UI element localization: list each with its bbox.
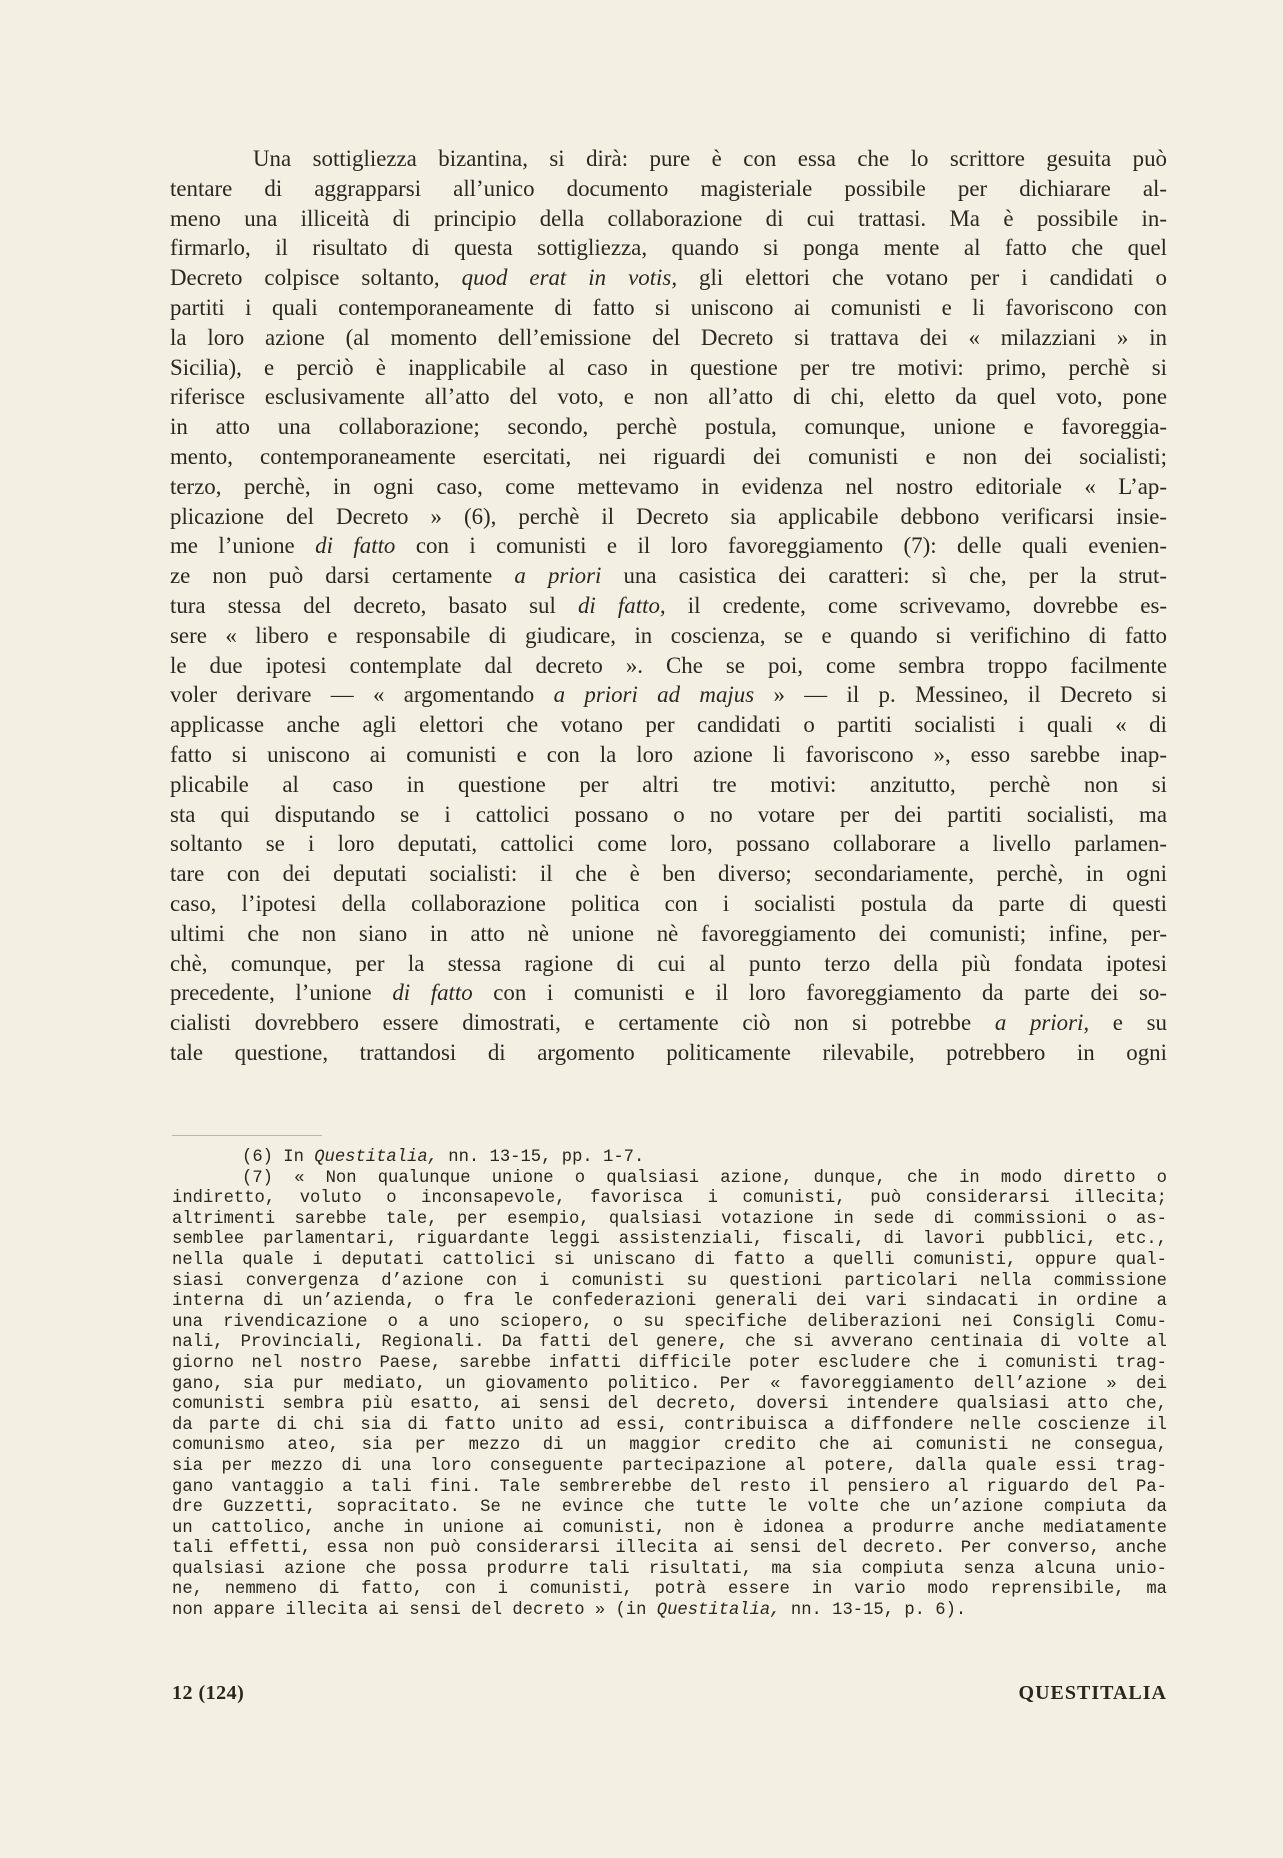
text-line: la loro azione (al momento dell’emissione del Decreto si trattava dei « milazziani » in <box>170 324 1167 350</box>
text-line: fatto si uniscono ai comunisti e con la loro azione li favoriscono », esso sarebbe inap- <box>170 741 1167 767</box>
page-footer <box>172 1682 1167 1712</box>
footnote-7: (7) « Non qualunque unione o qualsiasi azione, dunque, che in modo diretto o <box>242 1168 1167 1188</box>
footnote-line: gano vantaggio a tali fini. Tale sembrerebbe del resto il pensiero al riguardo del Pa- <box>172 1477 1167 1497</box>
footnote-line: siasi convergenza d’azione con i comunisti su questioni particolari nella commissione <box>172 1271 1167 1291</box>
text-line: in atto una collaborazione; secondo, perchè postula, comunque, unione e favoreggia- <box>170 414 1167 440</box>
text-line: ultimi che non siano in atto nè unione nè favoreggiamento dei comunisti; infine, per- <box>170 920 1167 946</box>
text-line: caso, l’ipotesi della collaborazione politica con i socialisti postula da parte di questi <box>170 890 1167 916</box>
footnote-line: nella quale i deputati cattolici si uniscano di fatto a quelli comunisti, oppure qual- <box>172 1250 1167 1270</box>
footnotes <box>172 1148 1167 1622</box>
footnote-rule <box>172 1135 322 1136</box>
text-line: plicazione del Decreto » (6), perchè il Decreto sia applicabile debbono verificarsi insie- <box>170 503 1167 529</box>
text-line: Sicilia), e perciò è inapplicabile al caso in questione per tre motivi: primo, perchè si <box>170 354 1167 380</box>
text-line: riferisce esclusivamente all’atto del voto, e non all’atto di chi, eletto da quel voto, pone <box>170 384 1167 410</box>
text-line: partiti i quali contemporaneamente di fatto si uniscono ai comunisti e li favoriscono con <box>170 294 1167 320</box>
text-line: tale questione, trattandosi di argomento politicamente rilevabile, potrebbero in ogni <box>170 1039 1167 1065</box>
footnote-line: gano, sia pur mediato, un giovamento politico. Per « favoreggiamento dell’azione » dei <box>172 1374 1167 1394</box>
text-line: me l’unione di fatto con i comunisti e il loro favoreggiamento (7): delle quali evenien- <box>170 533 1167 559</box>
text-line: terzo, perchè, in ogni caso, come mettevamo in evidenza nel nostro editoriale « L’ap- <box>170 473 1167 499</box>
text-line: sere « libero e responsabile di giudicare, in coscienza, se e quando si verifichino di fatto <box>170 622 1167 648</box>
footnote-line: giorno nel nostro Paese, sarebbe infatti difficile poter escludere che i comunisti trag- <box>172 1353 1167 1373</box>
text-line: cialisti dovrebbero essere dimostrati, e certamente ciò non si potrebbe a priori, e su <box>170 1010 1167 1036</box>
footnote-line: indiretto, voluto o inconsapevole, favorisca i comunisti, può considerarsi illecita; <box>172 1189 1167 1209</box>
footnote-line: qualsiasi azione che possa produrre tali risultati, ma sia compiuta senza alcuna unio- <box>172 1559 1167 1579</box>
footnote-6: (6) In Questitalia, nn. 13-15, pp. 1-7. <box>242 1148 645 1167</box>
text-line: firmarlo, il risultato di questa sottigliezza, quando si ponga mente al fatto che quel <box>170 235 1167 261</box>
text-line: plicabile al caso in questione per altri tre motivi: anzitutto, perchè non si <box>170 771 1167 797</box>
text-line: chè, comunque, per la stessa ragione di cui al punto terzo della più fondata ipotesi <box>170 950 1167 976</box>
footnote-line: un cattolico, anche in unione ai comunisti, non è idonea a produrre anche mediatamente <box>172 1518 1167 1538</box>
text-line: meno una illiceità di principio della collaborazione di cui trattasi. Ma è possibile in- <box>170 205 1167 231</box>
footnote-line: nali, Provinciali, Regionali. Da fatti del genere, che si avverano centinaia di volte al <box>172 1333 1167 1353</box>
text-line: voler derivare — « argomentando a priori ad majus » — il p. Messineo, il Decreto si <box>170 682 1167 708</box>
footnote-line: non appare illecita ai sensi del decreto » (in Questitalia, nn. 13-15, p. 6). <box>172 1601 967 1621</box>
footnote-line: comunisti sembra più esatto, ai sensi del decreto, doversi intendere qualsiasi atto che, <box>172 1395 1167 1415</box>
footnote-line: semblee parlamentari, riguardante leggi assistenziali, fiscali, di lavori pubblici, etc., <box>172 1230 1167 1250</box>
text-line: sta qui disputando se i cattolici possano o no votare per dei partiti socialisti, ma <box>170 801 1167 827</box>
footnote-line: una rivendicazione o a uno sciopero, o su specifiche deliberazioni nei Consigli Comu- <box>172 1312 1167 1332</box>
footnote-line: comunismo ateo, sia per mezzo di un maggior credito che ai comunisti ne consegua, <box>172 1436 1167 1456</box>
footnote-line: sia per mezzo di una loro conseguente partecipazione al potere, dalla quale essi trag- <box>172 1456 1167 1476</box>
footnote-line: dre Guzzetti, sopracitato. Se ne evince che tutte le volte che un’azione compiuta da <box>172 1498 1167 1518</box>
footnote-line: da parte di chi sia di fatto unito ad essi, contribuisca a diffondere nelle coscienze il <box>172 1415 1167 1435</box>
text-line: le due ipotesi contemplate dal decreto ». Che se poi, come sembra troppo facilmente <box>170 652 1167 678</box>
text-line: tura stessa del decreto, basato sul di fatto, il credente, come scrivevamo, dovrebbe es- <box>170 592 1167 618</box>
text-line: tentare di aggrapparsi all’unico documento magisteriale possibile per dichiarare al- <box>170 175 1167 201</box>
text-line: mento, contemporaneamente esercitati, nei riguardi dei comunisti e non dei socialisti; <box>170 443 1167 469</box>
journal-title: QUESTITALIA <box>1018 1682 1167 1704</box>
body-text <box>170 144 1167 1068</box>
text-line: ze non può darsi certamente a priori una casistica dei caratteri: sì che, per la strut- <box>170 563 1167 589</box>
page-number: 12 (124) <box>172 1682 245 1704</box>
text-line: soltanto se i loro deputati, cattolici come loro, possano collaborare a livello parlamen- <box>170 831 1167 857</box>
text-line: tare con dei deputati socialisti: il che è ben diverso; secondariamente, perchè, in ogni <box>170 861 1167 887</box>
footnote-line: ne, nemmeno di fatto, con i comunisti, potrà essere in vario modo reprensibile, ma <box>172 1580 1167 1600</box>
text-line: applicasse anche agli elettori che votano per candidati o partiti socialisti i quali « di <box>170 712 1167 738</box>
text-line: Decreto colpisce soltanto, quod erat in votis, gli elettori che votano per i candidati o <box>170 265 1167 291</box>
text-line: precedente, l’unione di fatto con i comunisti e il loro favoreggiamento da parte dei so- <box>170 980 1168 1006</box>
footnote-line: interna di un’azienda, o fra le confederazioni generali dei vari sindacati in ordine a <box>172 1292 1167 1312</box>
footnote-line: altrimenti sarebbe tale, per esempio, qualsiasi votazione in sede di commissioni o as- <box>172 1209 1167 1229</box>
text-line: Una sottigliezza bizantina, si dirà: pure è con essa che lo scrittore gesuita può <box>253 146 1167 171</box>
footnote-line: tali effetti, essa non può considerarsi illecita ai sensi del decreto. Per converso, anche <box>172 1539 1167 1559</box>
